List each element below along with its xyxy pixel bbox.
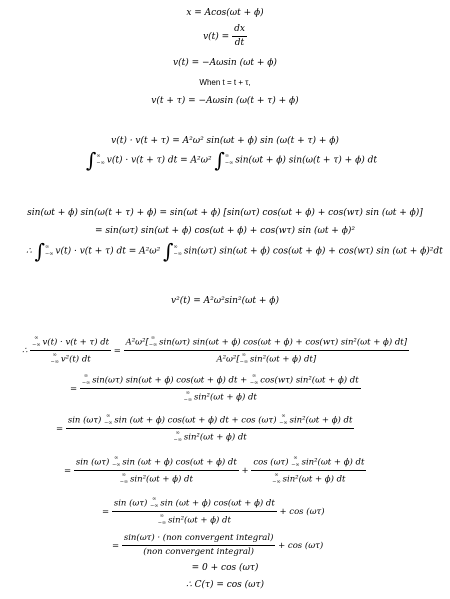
equation-trig-expansion: sin(ωt + ϕ) sin(ω(t + τ) + ϕ) = sin(ωt + ϕ) [sin(ωτ) cos(ωt + ϕ) + cos(wτ) sin (ωt + ϕ)]	[27, 208, 423, 218]
equation-ratio-2: = ∞ −∞ sin(ωτ) sin(ωt + ϕ) cos(ωt + ϕ) dt + ∞ −∞ cos(wτ) sin²(ωt + ϕ) dt ∞ −∞ sin²(ωt + ϕ) dt	[70, 373, 359, 403]
equation-trig-simplified: = sin(ωτ) sin(ωt + ϕ) cos(ωt + ϕ) + cos(wτ) sin (ωt + ϕ)²	[95, 226, 355, 236]
text-when: When t = t + τ,	[199, 78, 251, 87]
equation-velocity: v(t) = −Aωsin (ωt + ϕ)	[173, 58, 277, 68]
equation-ratio-3: = sin (ωτ) ∞ −∞ sin (ωt + ϕ) cos(ωt + ϕ) dt + cos (ωτ) ∞ −∞ sin²(ωt + ϕ) dt ∞ −∞ sin²(ωt + ϕ) dt	[56, 413, 353, 443]
equation-integral-expanded: ∴ ∫ ∞ −∞ v(t) · v(t + τ) dt = A²ω² ∫ ∞ −∞ sin(ωτ) sin(ωt + ϕ) cos(ωt + ϕ) + cos(wτ) sin (ωt + ϕ)²dt	[26, 239, 443, 263]
equation-ratio-4: = sin (ωτ) ∞ −∞ sin (ωt + ϕ) cos(ωt + ϕ) dt ∞ −∞ sin²(ωt + ϕ) dt + cos (ωτ) ∞ −∞ sin²(ωt + ϕ) dt ∞ −∞ sin²(ωt + ϕ) dt	[64, 455, 365, 485]
equation-velocity-squared: v²(t) = A²ω²sin²(ωt + ϕ)	[171, 296, 279, 306]
equation-ratio-1: ∴ ∞ −∞ v(t) · v(t + τ) dt ∞ −∞ v²(t) dt = A²ω²[ ∞ −∞ sin(ωτ) sin(ωt + ϕ) cos(ωt + ϕ) + cos(wτ) sin²(ωt + ϕ) dt] A²ω²[ ∞ −∞ sin²(ωt + ϕ) dt]	[22, 335, 408, 365]
equation-ratio-non-convergent: = sin(ωτ) · (non convergent integral) (non convergent integral) + cos (ωτ)	[112, 533, 324, 557]
equation-velocity-product: v(t) · v(t + τ) = A²ω² sin(ωt + ϕ) sin (ω(t + τ) + ϕ)	[111, 136, 339, 146]
equation-velocity-shifted: v(t + τ) = −Aωsin (ω(t + τ) + ϕ)	[151, 96, 299, 106]
equation-final-result: ∴ C(τ) = cos (ωτ)	[185, 580, 265, 590]
equation-zero-plus-cos: = 0 + cos (ωτ)	[191, 563, 259, 573]
equation-velocity-definition: v(t) = $\frac{dx}{dt}$	[203, 24, 245, 48]
equation-ratio-5: = sin (ωτ) ∞ −∞ sin (ωt + ϕ) cos(ωt + ϕ) dt ∞ −∞ sin²(ωt + ϕ) dt + cos (ωτ)	[102, 496, 325, 526]
equation-position: x = Acos(ωt + ϕ)	[186, 8, 264, 18]
equation-integral-product: ∫ ∞ −∞ v(t) · v(t + τ) dt = A²ω² ∫ ∞ −∞ sin(ωt + ϕ) sin(ω(t + τ) + ϕ) dt	[86, 148, 377, 172]
